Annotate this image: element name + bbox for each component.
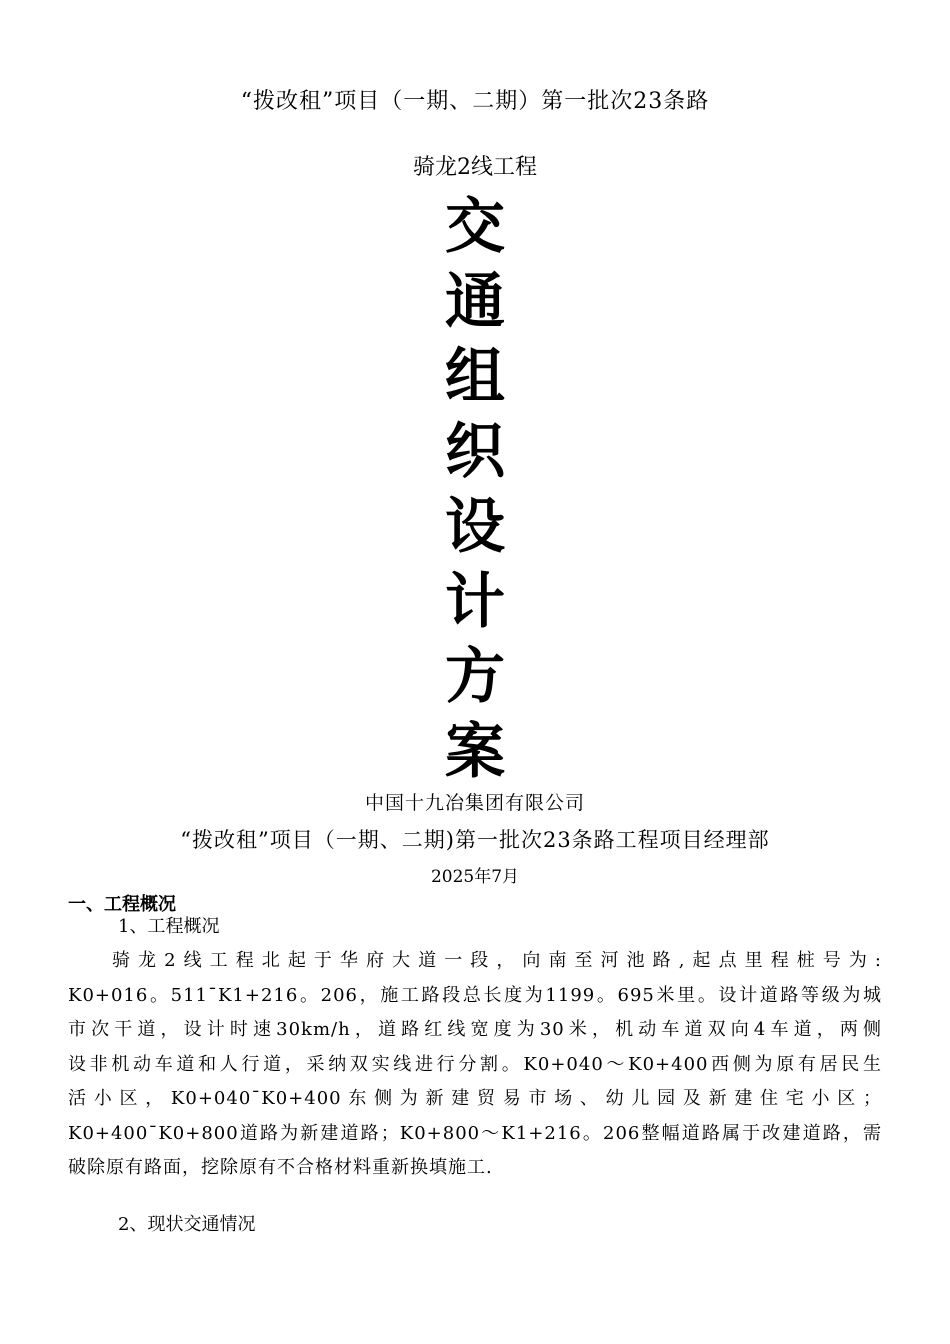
main-title-char: 织 [445, 417, 505, 487]
paragraph-line: 活小区，K0+040¯K0+400东侧为新建贸易市场、幼儿园及新建住宅小区； [68, 1088, 882, 1109]
paragraph-line: 骑龙2线工程北起于华府大道一段，向南至河池路,起点里程桩号为: [112, 950, 882, 971]
paragraph-line: 市次干道，设计时速30km/h，道路红线宽度为30米，机动车道双向4车道，两侧 [68, 1019, 882, 1040]
document-date: 2025年7月 [430, 867, 520, 887]
paragraph-line: K0+016。511¯K1+216。206，施工路段总长度为1199。695米里。设计道路等级为城 [68, 984, 882, 1006]
company-name: 中国十九冶集团有限公司 [364, 792, 585, 814]
project-overview-paragraph [68, 944, 882, 1186]
main-title-char: 案 [445, 717, 505, 787]
main-title-vertical [415, 190, 535, 790]
paragraph-line: K0+400¯K0+800道路为新建道路；K0+800～K1+216。206整幅道路属于改建道路，需 [68, 1122, 882, 1144]
section-heading: 一、工程概况 [68, 894, 176, 915]
main-title-char: 交 [445, 192, 505, 262]
subsection-heading: 2、现状交通情况 [118, 1214, 256, 1235]
subsection-heading: 1、工程概况 [118, 916, 220, 937]
paragraph-line: 破除原有路面，挖除原有不合格材料重新换填施工. [68, 1157, 493, 1178]
main-title-char: 计 [445, 567, 505, 637]
main-title-char: 组 [445, 342, 505, 412]
project-department: “拨改租”项目（一期、二期)第一批次23条路工程项目经理部 [180, 828, 770, 852]
main-title-char: 通 [445, 267, 505, 337]
document-title-line2: 骑龙2线工程 [413, 155, 537, 180]
document-title-line1: “拨改租”项目（一期、二期）第一批次23条路 [240, 89, 710, 114]
paragraph-line: 设非机动车道和人行道，采纳双实线进行分割。K0+040～K0+400西侧为原有居民生 [68, 1053, 882, 1075]
main-title-char: 设 [445, 492, 505, 562]
main-title-char: 方 [445, 642, 505, 712]
